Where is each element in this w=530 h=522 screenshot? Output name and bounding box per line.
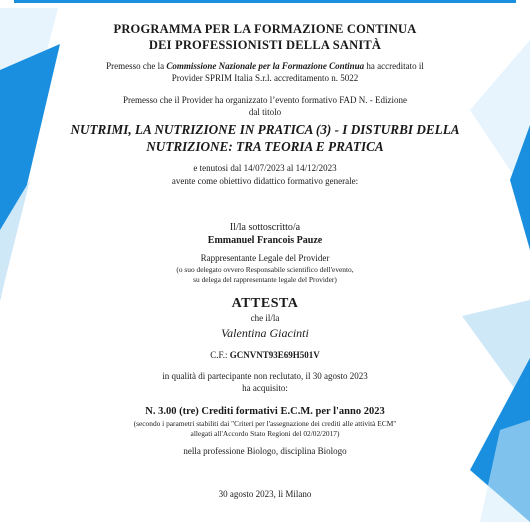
credits-note-2: allegati all'Accordo Stato Regioni del 02/02/2017) [190,429,340,438]
premise-1-line-2: Provider SPRIM Italia S.r.l. accreditamento n. 5022 [171,73,359,83]
premise-1-line-1: Premesso che la Commissione Nazionale per la Formazione Continua ha accreditato il [106,61,424,71]
attesta-heading: ATTESTA [231,296,299,311]
event-title-line-2: NUTRIZIONE: TRA TEORIA E PRATICA [146,139,384,154]
event-dates: e tenutosi dal 14/07/2023 al 14/12/2023 [193,163,337,173]
profession: nella professione Biologo, disciplina Biologo [183,446,347,456]
event-title-line-1: NUTRIMI, LA NUTRIZIONE IN PRATICA (3) - I DISTURBI DELLA [70,122,460,137]
premise-2-line-1: Premesso che il Provider ha organizzato l’evento formativo FAD N. - Edizione [122,95,408,105]
signer-note-1: (o suo delegato ovvero Responsabile scientifico dell'evento, [176,265,354,274]
fiscal-code-value: GCNVNT93E69H501V [229,350,320,360]
credits-note-1: (secondo i parametri stabiliti dai "Criteri per l'assegnazione dei crediti alle attività ECM" [133,419,397,428]
credits-awarded: N. 3.00 (tre) Crediti formativi E.C.M. per l'anno 2023 [145,406,385,417]
header-line-1: PROGRAMMA PER LA FORMAZIONE CONTINUA [113,22,417,36]
participant-quality: in qualità di partecipante non reclutato, il 30 agosto 2023 [162,371,368,381]
signer-name: Emmanuel Francois Pauze [207,235,323,246]
header-line-2: DEI PROFESSIONISTI DELLA SANITÀ [148,38,382,52]
event-objective: avente come obiettivo didattico formativo generale: [171,176,359,186]
acquired-label: ha acquisito: [242,383,288,393]
signer-note-2: su delega del rappresentante legale del Provider) [193,275,337,284]
signer-intro: Il/la sottoscritto/a [229,222,301,233]
premise-2-line-2: dal titolo [248,107,282,117]
che-il-la: che il/la [250,313,280,323]
fiscal-code: C.F.: GCNVNT93E69H501V [210,350,320,360]
commission-name: Commissione Nazionale per la Formazione Continua [166,61,365,71]
participant-name: Valentina Giacinti [221,326,309,340]
place-date: 30 agosto 2023, lì Milano [218,489,312,499]
signer-role: Rappresentante Legale del Provider [200,253,330,263]
